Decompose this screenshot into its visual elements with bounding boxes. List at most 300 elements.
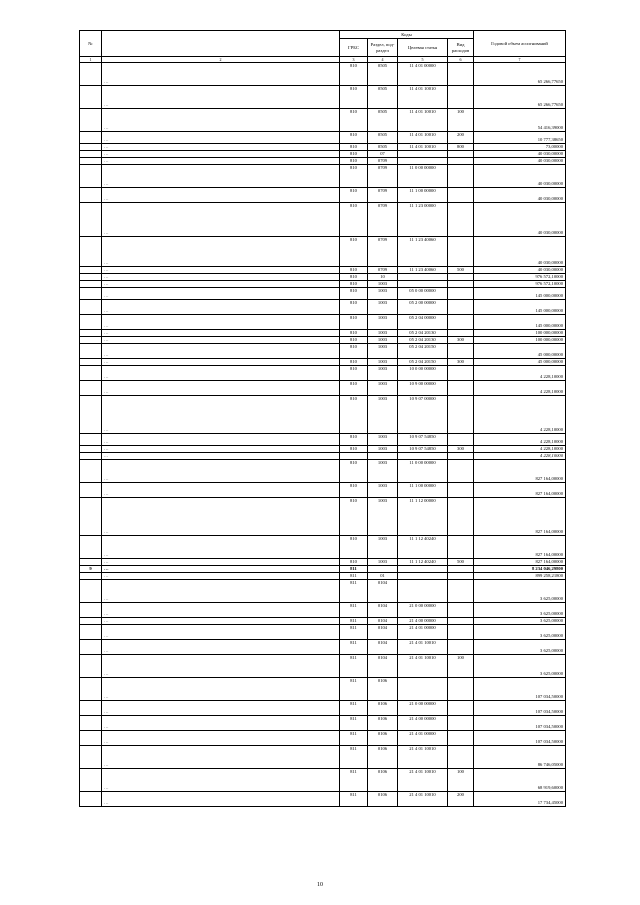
table-row bbox=[80, 344, 566, 359]
row-name: … bbox=[102, 151, 340, 158]
row-target: 11 1 23 00000 bbox=[398, 203, 448, 237]
row-number bbox=[80, 381, 102, 396]
table-row bbox=[80, 330, 566, 337]
row-target: 11 1 00 00000 bbox=[398, 188, 448, 203]
row-grbs: 810 bbox=[340, 109, 368, 132]
row-exptype bbox=[448, 716, 474, 731]
row-grbs: 810 bbox=[340, 536, 368, 559]
row-name: … bbox=[102, 769, 340, 792]
row-target bbox=[398, 158, 448, 165]
row-number bbox=[80, 288, 102, 300]
row-exptype bbox=[448, 288, 474, 300]
table-row bbox=[80, 769, 566, 792]
table-row bbox=[80, 559, 566, 566]
row-number bbox=[80, 337, 102, 344]
row-name: … bbox=[102, 281, 340, 288]
row-target: 21 4 00 00000 bbox=[398, 716, 448, 731]
header-no: № bbox=[80, 31, 102, 57]
row-section: 0709 bbox=[368, 237, 398, 267]
row-number bbox=[80, 731, 102, 746]
row-sum: 100 000,00000 bbox=[474, 330, 566, 337]
row-name: … bbox=[102, 580, 340, 603]
row-sum: 3 625,00000 bbox=[474, 603, 566, 618]
row-target: 11 1 23 40060 bbox=[398, 237, 448, 267]
row-section: 0709 bbox=[368, 203, 398, 237]
row-sum: 827 164,00000 bbox=[474, 483, 566, 498]
row-sum: 4 228,10000 bbox=[474, 396, 566, 434]
row-name: … bbox=[102, 165, 340, 188]
row-exptype bbox=[448, 158, 474, 165]
table-row bbox=[80, 315, 566, 330]
table-row bbox=[80, 625, 566, 640]
row-grbs: 810 bbox=[340, 434, 368, 446]
row-name: … bbox=[102, 498, 340, 536]
row-target: 11 4 01 10010 bbox=[398, 86, 448, 109]
header-annual: Годовой объем ассигнований bbox=[474, 31, 566, 57]
table-row bbox=[80, 483, 566, 498]
row-target: 11 0 00 00000 bbox=[398, 460, 448, 483]
row-section: 01 bbox=[368, 573, 398, 580]
row-exptype bbox=[448, 274, 474, 281]
row-exptype bbox=[448, 381, 474, 396]
row-grbs: 811 bbox=[340, 640, 368, 655]
row-exptype bbox=[448, 434, 474, 446]
row-target: 21 4 01 10010 bbox=[398, 769, 448, 792]
row-number bbox=[80, 344, 102, 359]
row-section: 0106 bbox=[368, 792, 398, 807]
row-target bbox=[398, 566, 448, 573]
row-sum: 107 034,50000 bbox=[474, 731, 566, 746]
row-target: 21 4 01 10010 bbox=[398, 655, 448, 678]
row-sum: 65 266,77650 bbox=[474, 63, 566, 86]
row-section: 0104 bbox=[368, 625, 398, 640]
col-number: 7 bbox=[474, 57, 566, 63]
header-codes: Коды bbox=[340, 31, 474, 39]
table-row bbox=[80, 203, 566, 237]
row-grbs: 811 bbox=[340, 625, 368, 640]
budget-table bbox=[79, 30, 566, 807]
table-row bbox=[80, 536, 566, 559]
row-section: 0505 bbox=[368, 109, 398, 132]
row-section: 0106 bbox=[368, 746, 398, 769]
row-section: 0505 bbox=[368, 132, 398, 144]
row-exptype bbox=[448, 536, 474, 559]
row-name: … bbox=[102, 300, 340, 315]
table-row bbox=[80, 460, 566, 483]
row-grbs: 810 bbox=[340, 158, 368, 165]
row-number bbox=[80, 498, 102, 536]
row-exptype bbox=[448, 483, 474, 498]
row-target: 05 2 04 20130 bbox=[398, 330, 448, 337]
row-target: 21 4 01 10010 bbox=[398, 792, 448, 807]
row-grbs: 810 bbox=[340, 498, 368, 536]
row-exptype bbox=[448, 315, 474, 330]
table-row bbox=[80, 701, 566, 716]
table-row bbox=[80, 281, 566, 288]
table-row bbox=[80, 603, 566, 618]
table-row bbox=[80, 359, 566, 366]
row-name: … bbox=[102, 109, 340, 132]
row-grbs: 810 bbox=[340, 330, 368, 337]
row-exptype bbox=[448, 165, 474, 188]
row-name: … bbox=[102, 344, 340, 359]
row-target: 11 0 00 00000 bbox=[398, 165, 448, 188]
row-section: 1003 bbox=[368, 330, 398, 337]
table-row bbox=[80, 573, 566, 580]
row-grbs: 810 bbox=[340, 281, 368, 288]
row-number bbox=[80, 655, 102, 678]
row-section: 0709 bbox=[368, 158, 398, 165]
row-target: 05 2 04 00000 bbox=[398, 315, 448, 330]
row-grbs: 810 bbox=[340, 337, 368, 344]
row-target: 05 2 04 20130 bbox=[398, 337, 448, 344]
row-section: 1003 bbox=[368, 281, 398, 288]
row-grbs: 811 bbox=[340, 618, 368, 625]
row-sum: 4 228,10000 bbox=[474, 381, 566, 396]
row-number bbox=[80, 63, 102, 86]
row-number bbox=[80, 165, 102, 188]
row-grbs: 811 bbox=[340, 746, 368, 769]
row-sum: 45 000,00000 bbox=[474, 359, 566, 366]
row-exptype: 500 bbox=[448, 559, 474, 566]
row-exptype: 200 bbox=[448, 132, 474, 144]
table-row bbox=[80, 580, 566, 603]
row-section: 0505 bbox=[368, 86, 398, 109]
row-number bbox=[80, 274, 102, 281]
table-row bbox=[80, 288, 566, 300]
row-grbs: 810 bbox=[340, 300, 368, 315]
row-exptype bbox=[448, 566, 474, 573]
row-exptype: 800 bbox=[448, 144, 474, 151]
row-target: 11 4 01 00000 bbox=[398, 63, 448, 86]
row-exptype bbox=[448, 203, 474, 237]
row-exptype: 300 bbox=[448, 337, 474, 344]
row-exptype bbox=[448, 86, 474, 109]
row-exptype bbox=[448, 300, 474, 315]
row-sum: 4 228,10000 bbox=[474, 453, 566, 460]
row-grbs: 810 bbox=[340, 165, 368, 188]
row-number bbox=[80, 300, 102, 315]
row-section: 1003 bbox=[368, 344, 398, 359]
row-sum: 4 228,10000 bbox=[474, 434, 566, 446]
row-number bbox=[80, 203, 102, 237]
row-sum: 40 030,00000 bbox=[474, 203, 566, 237]
row-number bbox=[80, 603, 102, 618]
table-body bbox=[80, 63, 566, 807]
row-number bbox=[80, 559, 102, 566]
row-sum: 54 416,39000 bbox=[474, 109, 566, 132]
row-sum: 68 919,60000 bbox=[474, 769, 566, 792]
table-row bbox=[80, 158, 566, 165]
row-name: … bbox=[102, 144, 340, 151]
table-row bbox=[80, 300, 566, 315]
row-exptype bbox=[448, 151, 474, 158]
row-sum: 3 625,00000 bbox=[474, 625, 566, 640]
row-exptype bbox=[448, 746, 474, 769]
row-target: 10 9 00 00000 bbox=[398, 381, 448, 396]
row-number bbox=[80, 151, 102, 158]
row-target: 21 0 00 00000 bbox=[398, 701, 448, 716]
row-grbs: 811 bbox=[340, 716, 368, 731]
table-row bbox=[80, 86, 566, 109]
row-number bbox=[80, 315, 102, 330]
row-name: … bbox=[102, 330, 340, 337]
row-exptype bbox=[448, 573, 474, 580]
row-section: 1003 bbox=[368, 434, 398, 446]
row-grbs: 811 bbox=[340, 603, 368, 618]
row-target: 21 4 01 10010 bbox=[398, 746, 448, 769]
row-number bbox=[80, 237, 102, 267]
row-sum: 145 000,00000 bbox=[474, 288, 566, 300]
row-target: 10 9 07 00000 bbox=[398, 396, 448, 434]
row-section: 1003 bbox=[368, 366, 398, 381]
row-exptype bbox=[448, 281, 474, 288]
row-exptype: 100 bbox=[448, 109, 474, 132]
row-sum: 65 266,77650 bbox=[474, 86, 566, 109]
row-section: 1003 bbox=[368, 559, 398, 566]
table-row bbox=[80, 381, 566, 396]
row-section: 1003 bbox=[368, 300, 398, 315]
row-section: 1003 bbox=[368, 381, 398, 396]
row-grbs: 810 bbox=[340, 366, 368, 381]
row-number bbox=[80, 144, 102, 151]
row-number bbox=[80, 446, 102, 453]
table-row bbox=[80, 396, 566, 434]
row-target: 21 0 00 00000 bbox=[398, 603, 448, 618]
row-sum: 40 030,00000 bbox=[474, 188, 566, 203]
table-row bbox=[80, 498, 566, 536]
row-name: … bbox=[102, 203, 340, 237]
row-number bbox=[80, 267, 102, 274]
row-number: 9 bbox=[80, 566, 102, 573]
row-section: 0104 bbox=[368, 580, 398, 603]
table-row bbox=[80, 731, 566, 746]
row-target: 10 9 07 54850 bbox=[398, 434, 448, 446]
row-name: … bbox=[102, 573, 340, 580]
row-target bbox=[398, 281, 448, 288]
row-section: 1003 bbox=[368, 359, 398, 366]
row-number bbox=[80, 109, 102, 132]
row-exptype bbox=[448, 618, 474, 625]
row-grbs: 810 bbox=[340, 144, 368, 151]
row-target: 05 0 00 00000 bbox=[398, 288, 448, 300]
row-exptype: 200 bbox=[448, 792, 474, 807]
row-sum: 4 228,10000 bbox=[474, 446, 566, 453]
row-sum: 145 000,00000 bbox=[474, 315, 566, 330]
row-section: 0106 bbox=[368, 716, 398, 731]
row-section: 1003 bbox=[368, 337, 398, 344]
row-grbs: 810 bbox=[340, 267, 368, 274]
row-number bbox=[80, 618, 102, 625]
row-name: … bbox=[102, 315, 340, 330]
row-target bbox=[398, 151, 448, 158]
row-name: … bbox=[102, 359, 340, 366]
row-number bbox=[80, 434, 102, 446]
row-sum: 100 000,00000 bbox=[474, 337, 566, 344]
row-target: 11 4 01 10010 bbox=[398, 144, 448, 151]
row-section: 0709 bbox=[368, 165, 398, 188]
row-sum: 40 030,00000 bbox=[474, 158, 566, 165]
table-row bbox=[80, 434, 566, 446]
row-name: … bbox=[102, 381, 340, 396]
row-name: … bbox=[102, 132, 340, 144]
row-target bbox=[398, 453, 448, 460]
row-sum: 10 777,38650 bbox=[474, 132, 566, 144]
row-exptype bbox=[448, 63, 474, 86]
row-exptype bbox=[448, 498, 474, 536]
row-number bbox=[80, 625, 102, 640]
row-sum: 827 164,00000 bbox=[474, 559, 566, 566]
row-name: … bbox=[102, 267, 340, 274]
row-name: … bbox=[102, 731, 340, 746]
table-row bbox=[80, 655, 566, 678]
row-sum: 976 572,10000 bbox=[474, 281, 566, 288]
row-grbs: 811 bbox=[340, 678, 368, 701]
row-number bbox=[80, 366, 102, 381]
row-section: 10 bbox=[368, 274, 398, 281]
row-name: … bbox=[102, 453, 340, 460]
row-grbs: 810 bbox=[340, 274, 368, 281]
row-section: 1003 bbox=[368, 483, 398, 498]
row-section: 0104 bbox=[368, 640, 398, 655]
row-name: … bbox=[102, 678, 340, 701]
row-number bbox=[80, 86, 102, 109]
row-number bbox=[80, 281, 102, 288]
row-number bbox=[80, 716, 102, 731]
row-section: 0104 bbox=[368, 655, 398, 678]
header-name bbox=[102, 31, 340, 57]
row-sum: 40 030,00000 bbox=[474, 151, 566, 158]
row-number bbox=[80, 396, 102, 434]
col-number: 3 bbox=[340, 57, 368, 63]
row-name: … bbox=[102, 288, 340, 300]
row-sum: 827 164,00000 bbox=[474, 498, 566, 536]
row-section: 1003 bbox=[368, 288, 398, 300]
row-target: 21 4 00 00000 bbox=[398, 618, 448, 625]
row-number bbox=[80, 359, 102, 366]
row-target: 10 0 00 00000 bbox=[398, 366, 448, 381]
row-sum: 107 034,50000 bbox=[474, 716, 566, 731]
row-name: … bbox=[102, 716, 340, 731]
row-grbs: 811 bbox=[340, 701, 368, 716]
row-exptype bbox=[448, 731, 474, 746]
row-grbs: 811 bbox=[340, 580, 368, 603]
row-grbs: 810 bbox=[340, 237, 368, 267]
row-number bbox=[80, 132, 102, 144]
row-section: 1003 bbox=[368, 446, 398, 453]
row-grbs: 810 bbox=[340, 344, 368, 359]
row-exptype: 500 bbox=[448, 267, 474, 274]
row-name: … bbox=[102, 434, 340, 446]
row-section bbox=[368, 566, 398, 573]
row-target: 10 9 07 54850 bbox=[398, 446, 448, 453]
row-number bbox=[80, 188, 102, 203]
row-grbs: 810 bbox=[340, 460, 368, 483]
row-number bbox=[80, 678, 102, 701]
table-row bbox=[80, 746, 566, 769]
row-sum: 45 000,00000 bbox=[474, 344, 566, 359]
row-grbs: 811 bbox=[340, 792, 368, 807]
row-number bbox=[80, 483, 102, 498]
row-grbs: 811 bbox=[340, 573, 368, 580]
row-exptype bbox=[448, 580, 474, 603]
row-grbs: 810 bbox=[340, 151, 368, 158]
row-section: 0104 bbox=[368, 603, 398, 618]
table-row bbox=[80, 274, 566, 281]
row-section: 1003 bbox=[368, 460, 398, 483]
row-target bbox=[398, 678, 448, 701]
row-number bbox=[80, 701, 102, 716]
row-sum: 3 625,00000 bbox=[474, 618, 566, 625]
col-number: 4 bbox=[368, 57, 398, 63]
row-name: … bbox=[102, 63, 340, 86]
header-exptype: Вид расходов bbox=[448, 39, 474, 57]
row-name: … bbox=[102, 237, 340, 267]
row-sum: 17 734,45000 bbox=[474, 792, 566, 807]
row-name: … bbox=[102, 158, 340, 165]
row-number bbox=[80, 536, 102, 559]
row-grbs: 810 bbox=[340, 203, 368, 237]
header-section: Раздел, под-раздел bbox=[368, 39, 398, 57]
row-grbs: 810 bbox=[340, 132, 368, 144]
row-grbs: 810 bbox=[340, 315, 368, 330]
row-number bbox=[80, 330, 102, 337]
row-target: 21 4 01 10010 bbox=[398, 640, 448, 655]
row-name: … bbox=[102, 746, 340, 769]
row-grbs: 810 bbox=[340, 188, 368, 203]
row-exptype bbox=[448, 640, 474, 655]
row-target: 05 2 04 20150 bbox=[398, 359, 448, 366]
row-name: … bbox=[102, 792, 340, 807]
row-exptype: 100 bbox=[448, 769, 474, 792]
table-row bbox=[80, 716, 566, 731]
row-grbs: 810 bbox=[340, 63, 368, 86]
row-number bbox=[80, 573, 102, 580]
row-name: … bbox=[102, 460, 340, 483]
row-exptype bbox=[448, 460, 474, 483]
table-row bbox=[80, 165, 566, 188]
row-section: 0709 bbox=[368, 267, 398, 274]
row-exptype bbox=[448, 701, 474, 716]
table-row bbox=[80, 132, 566, 144]
table-row bbox=[80, 640, 566, 655]
row-target: 11 1 00 00000 bbox=[398, 483, 448, 498]
row-sum: 3 625,00000 bbox=[474, 640, 566, 655]
row-grbs: 810 bbox=[340, 559, 368, 566]
row-name: … bbox=[102, 337, 340, 344]
row-exptype bbox=[448, 625, 474, 640]
row-section: 0106 bbox=[368, 678, 398, 701]
table-row bbox=[80, 109, 566, 132]
col-number: 2 bbox=[102, 57, 340, 63]
row-exptype bbox=[448, 344, 474, 359]
row-grbs: 811 bbox=[340, 566, 368, 573]
row-target: 11 4 01 10010 bbox=[398, 109, 448, 132]
row-name: … bbox=[102, 566, 340, 573]
row-grbs: 810 bbox=[340, 396, 368, 434]
row-exptype bbox=[448, 678, 474, 701]
row-sum: 976 572,10000 bbox=[474, 274, 566, 281]
row-name: … bbox=[102, 366, 340, 381]
document-page bbox=[79, 30, 565, 807]
row-section: 1003 bbox=[368, 536, 398, 559]
row-section: 0106 bbox=[368, 769, 398, 792]
table-row bbox=[80, 678, 566, 701]
row-name: … bbox=[102, 655, 340, 678]
row-sum: 107 034,50000 bbox=[474, 701, 566, 716]
row-target: 11 1 12 40240 bbox=[398, 559, 448, 566]
row-name: … bbox=[102, 559, 340, 566]
